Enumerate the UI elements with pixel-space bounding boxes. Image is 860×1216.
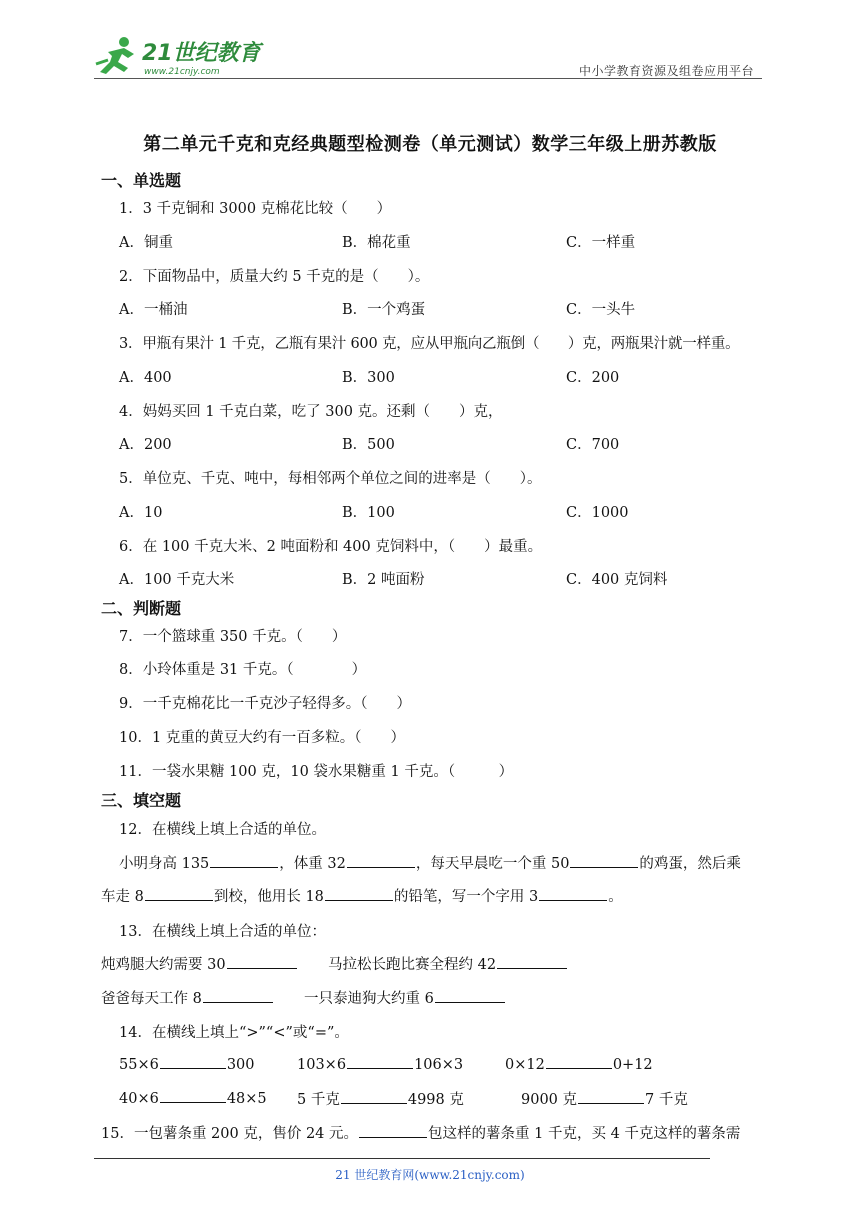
- question-10: 10．1 克重的黄豆大约有一百多粒。（ ）: [119, 730, 406, 746]
- question-4: 4．妈妈买回 1 千克白菜，吃了 300 克。还剩（ ）克，: [119, 404, 503, 420]
- page-header: [94, 30, 762, 80]
- q14-compare: 40×6 48×5: [119, 1088, 267, 1107]
- q5-option-a: A．10: [119, 505, 163, 521]
- q13-item-d: 一只泰迪狗大约重 6: [304, 987, 506, 1008]
- question-13: 13．在横线上填上合适的单位：: [119, 924, 326, 940]
- q5-option-c: C．1000: [566, 505, 629, 521]
- question-1: 1．3 千克铜和 3000 克棉花比较（ ）: [119, 201, 392, 217]
- question-2: 2．下面物品中，质量大约 5 千克的是（ ）。: [119, 269, 430, 285]
- answer-blank[interactable]: [546, 1054, 612, 1069]
- q4-option-c: C．700: [566, 437, 620, 453]
- q12-line-1: 小明身高 135 ，体重 32 ，每天早晨吃一个重 50 的鸡蛋，然后乘: [119, 852, 741, 873]
- q2-option-b: B．一个鸡蛋: [342, 302, 426, 318]
- answer-blank[interactable]: [347, 1054, 413, 1069]
- logo-url: www.21cnjy.com: [144, 67, 220, 77]
- question-9: 9．一千克棉花比一千克沙子轻得多。（ ）: [119, 696, 411, 712]
- answer-blank[interactable]: [578, 1089, 644, 1104]
- question-3: 3．甲瓶有果汁 1 千克，乙瓶有果汁 600 克，应从甲瓶向乙瓶倒（ ）克，两瓶果汁就一样重。: [119, 336, 740, 352]
- answer-blank[interactable]: [160, 1088, 226, 1103]
- question-12: 12．在横线上填上合适的单位。: [119, 822, 326, 838]
- q2-option-c: C．一头牛: [566, 302, 636, 318]
- question-14: 14．在横线上填上“>”“<”或“=”。: [119, 1025, 349, 1041]
- question-8: 8．小玲体重是 31 千克。（ ）: [119, 662, 367, 678]
- q3-option-c: C．200: [566, 370, 620, 386]
- q6-option-b: B．2 吨面粉: [342, 572, 425, 588]
- answer-blank[interactable]: [359, 1123, 427, 1138]
- section-heading-2: 二、判断题: [101, 599, 182, 618]
- q14-compare: 55×6 300: [119, 1054, 255, 1073]
- q1-option-b: B．棉花重: [342, 235, 411, 251]
- footer-divider: [94, 1158, 710, 1159]
- q13-item-c: 爸爸每天工作 8: [101, 987, 274, 1008]
- q14-compare: 9000 克 7 千克: [521, 1088, 688, 1109]
- question-7: 7．一个篮球重 350 千克。（ ）: [119, 629, 347, 645]
- q6-option-c: C．400 克饲料: [566, 572, 668, 588]
- q4-option-a: A．200: [119, 437, 172, 453]
- answer-blank[interactable]: [570, 853, 638, 868]
- q5-option-b: B．100: [342, 505, 395, 521]
- question-11: 11．一袋水果糖 100 克，10 袋水果糖重 1 千克。（ ）: [119, 764, 514, 780]
- question-5: 5．单位克、千克、吨中，每相邻两个单位之间的进率是（ ）。: [119, 471, 542, 487]
- q14-compare: 0×12 0+12: [505, 1054, 653, 1073]
- q14-compare: 5 千克 4998 克: [297, 1088, 464, 1109]
- q14-compare: 103×6 106×3: [297, 1054, 463, 1073]
- page-title: 第二单元千克和克经典题型检测卷（单元测试）数学三年级上册苏教版: [143, 134, 717, 155]
- logo-text: 21世纪教育: [142, 41, 261, 66]
- answer-blank[interactable]: [203, 988, 273, 1003]
- q3-option-b: B．300: [342, 370, 395, 386]
- q3-option-a: A．400: [119, 370, 172, 386]
- answer-blank[interactable]: [160, 1054, 226, 1069]
- answer-blank[interactable]: [227, 954, 297, 969]
- header-divider: [94, 78, 762, 79]
- running-figure-icon: [96, 37, 134, 74]
- answer-blank[interactable]: [539, 886, 607, 901]
- answer-blank[interactable]: [435, 988, 505, 1003]
- answer-blank[interactable]: [210, 853, 278, 868]
- q1-option-c: C．一样重: [566, 235, 636, 251]
- q13-item-a: 炖鸡腿大约需要 30: [101, 953, 298, 974]
- logo: [94, 34, 284, 78]
- section-heading-3: 三、填空题: [101, 791, 182, 810]
- footer-link[interactable]: 21 世纪教育网(www.21cnjy.com): [335, 1168, 525, 1182]
- q2-option-a: A．一桶油: [119, 302, 188, 318]
- answer-blank[interactable]: [341, 1089, 407, 1104]
- section-heading-1: 一、单选题: [101, 171, 182, 190]
- q4-option-b: B．500: [342, 437, 395, 453]
- q12-line-2: 车走 8 到校，他用长 18 的铅笔，写一个字用 3 。: [101, 885, 623, 906]
- platform-name: 中小学教育资源及组卷应用平台: [578, 64, 754, 78]
- q6-option-a: A．100 千克大米: [119, 572, 235, 588]
- answer-blank[interactable]: [347, 853, 415, 868]
- q1-option-a: A．铜重: [119, 235, 173, 251]
- answer-blank[interactable]: [325, 886, 393, 901]
- q13-item-b: 马拉松长跑比赛全程约 42: [328, 953, 568, 974]
- answer-blank[interactable]: [497, 954, 567, 969]
- question-6: 6．在 100 千克大米、2 吨面粉和 400 克饲料中，（ ）最重。: [119, 539, 543, 555]
- answer-blank[interactable]: [145, 886, 213, 901]
- question-15: 15．一包薯条重 200 克，售价 24 元。 包这样的薯条重 1 千克，买 4 千克这样的薯条需: [101, 1122, 740, 1143]
